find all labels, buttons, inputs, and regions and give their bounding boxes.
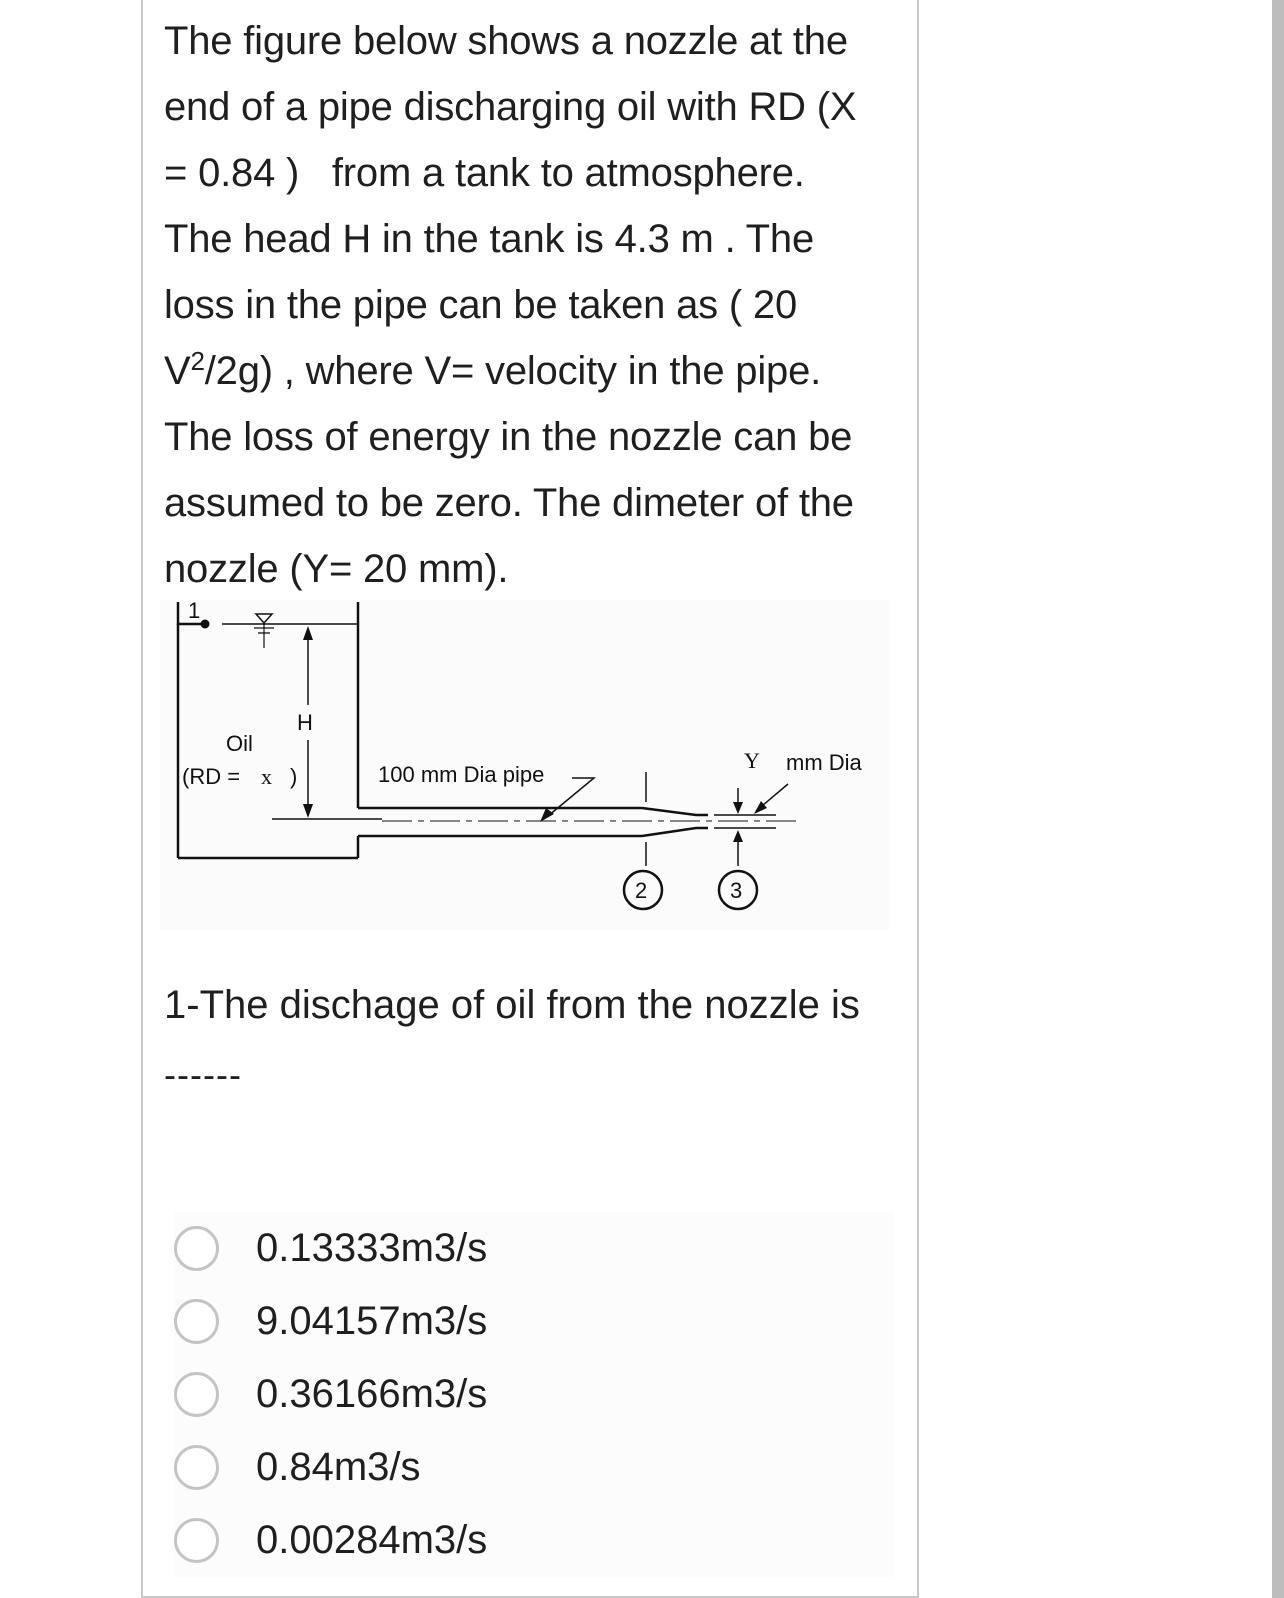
- head-label: H: [297, 710, 313, 735]
- radio-button[interactable]: [174, 1299, 219, 1344]
- option-4[interactable]: [174, 1431, 894, 1504]
- answer-options: [174, 1212, 894, 1577]
- question-line: The head H in the tank is 4.3 m . The: [164, 217, 815, 261]
- option-2[interactable]: [174, 1285, 894, 1358]
- option-label: 0.84m3/s: [256, 1445, 421, 1489]
- radio-button[interactable]: [174, 1226, 219, 1271]
- option-3[interactable]: [174, 1358, 894, 1431]
- question-line: assumed to be zero. The dimeter of the: [164, 481, 854, 525]
- question-line: loss in the pipe can be taken as ( 20: [164, 283, 798, 327]
- section-3-label: 3: [730, 878, 743, 903]
- question-line: The loss of energy in the nozzle can be: [164, 415, 853, 459]
- fluid-label: Oil: [226, 731, 253, 756]
- point-1-label: 1: [188, 600, 201, 623]
- question-line: = 0.84 ) from a tank to atmosphere.: [164, 151, 805, 195]
- option-label: 0.13333m3/s: [256, 1226, 488, 1270]
- question-line: The figure below shows a nozzle at the: [164, 19, 848, 63]
- question-line: end of a pipe discharging oil with RD (X: [164, 85, 857, 129]
- nozzle-dia-label: mm Dia: [786, 750, 862, 775]
- option-5[interactable]: [174, 1504, 894, 1577]
- answer-blank: ------: [164, 1054, 242, 1095]
- window-edge: [1272, 0, 1284, 1598]
- radio-button[interactable]: [174, 1372, 219, 1417]
- diagram-svg: [160, 600, 890, 930]
- option-label: 0.00284m3/s: [256, 1518, 488, 1562]
- point-1-marker: [201, 620, 210, 629]
- rd-label: (RD =: [182, 764, 241, 789]
- formula-rest: /2g) , where V= velocity in the pipe.: [204, 349, 822, 393]
- question-line: nozzle (Y= 20 mm).: [164, 547, 509, 591]
- option-1[interactable]: [174, 1212, 894, 1285]
- radio-button[interactable]: [174, 1518, 219, 1563]
- subquestion-text: 1-The dischage of oil from the nozzle is: [164, 983, 860, 1027]
- exponent: 2: [190, 346, 205, 376]
- question-text: [164, 8, 904, 602]
- nozzle-variable: Y: [744, 748, 760, 773]
- rd-variable: x: [261, 764, 272, 789]
- question-line-formula: [164, 338, 904, 404]
- radio-button[interactable]: [174, 1445, 219, 1490]
- pipe-dia-label: 100 mm Dia pipe: [378, 762, 545, 787]
- section-2-label: 2: [635, 878, 648, 903]
- option-label: 0.36166m3/s: [256, 1372, 488, 1416]
- velocity-symbol: V: [164, 349, 191, 393]
- rd-close: ): [290, 764, 298, 789]
- nozzle-diagram: [160, 600, 890, 930]
- option-label: 9.04157m3/s: [256, 1299, 488, 1343]
